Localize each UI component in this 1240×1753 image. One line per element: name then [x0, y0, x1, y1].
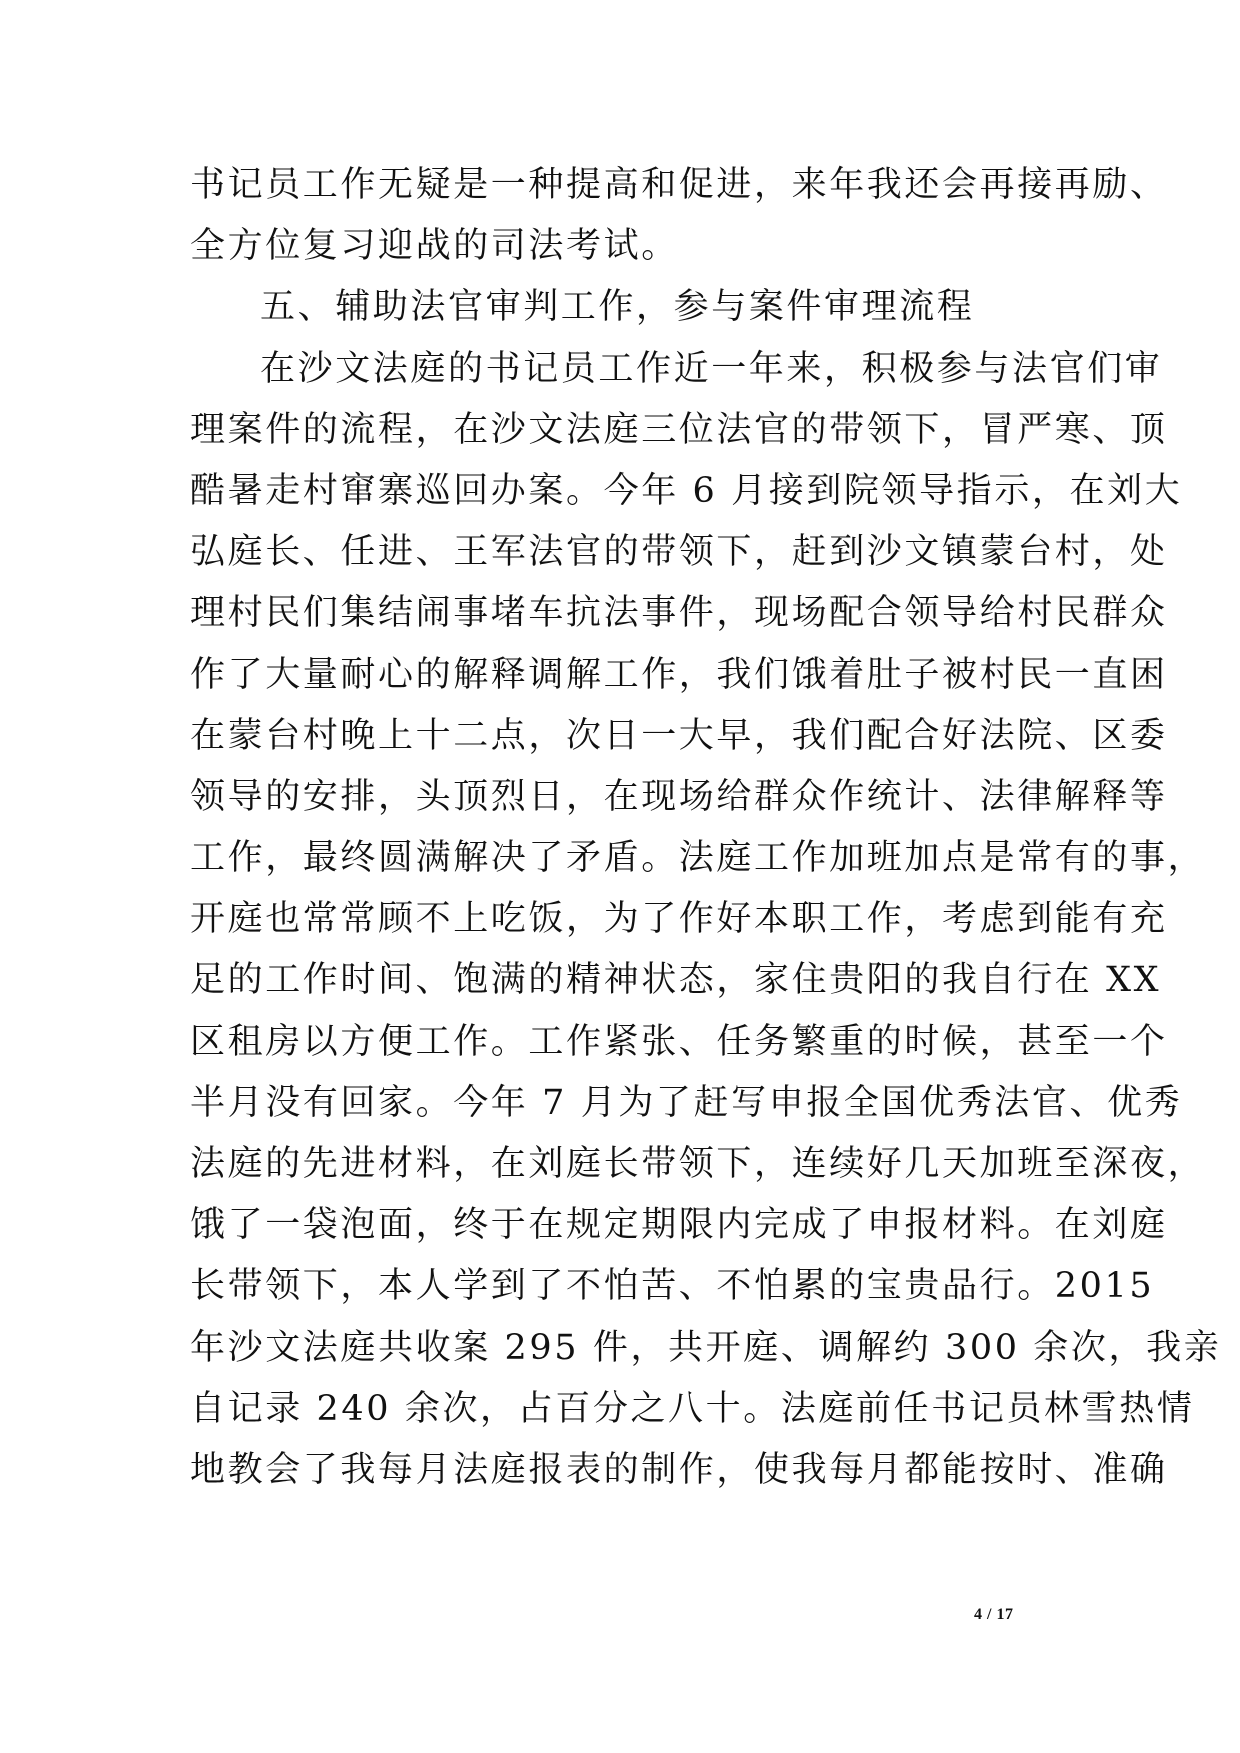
text-line: 在蒙台村晚上十二点，次日一大早，我们配合好法院、区委 [190, 715, 1168, 756]
text-line: 饿了一袋泡面，终于在规定期限内完成了申报材料。在刘庭 [190, 1205, 1168, 1246]
text-line: 酷暑走村窜寨巡回办案。今年 6 月接到院领导指示，在刘大 [190, 470, 1183, 511]
text-line: 地教会了我每月法庭报表的制作，使我每月都能按时、准确 [190, 1449, 1168, 1490]
text-line: 年沙文法庭共收案 295 件，共开庭、调解约 300 余次，我亲 [190, 1327, 1222, 1368]
page-number: 4 / 17 [974, 1606, 1014, 1623]
text-line: 自记录 240 余次，占百分之八十。法庭前任书记员林雪热情 [190, 1388, 1195, 1429]
text-line: 长带领下，本人学到了不怕苦、不怕累的宝贵品行。2015 [190, 1266, 1155, 1307]
text-line: 理村民们集结闹事堵车抗法事件，现场配合领导给村民群众 [190, 593, 1168, 634]
text-line: 弘庭长、任进、王军法官的带领下，赶到沙文镇蒙台村，处 [190, 532, 1168, 573]
text-line: 全方位复习迎战的司法考试。 [190, 226, 679, 267]
section-heading: 五、辅助法官审判工作，参与案件审理流程 [260, 287, 975, 328]
text-line: 区租房以方便工作。工作紧张、任务繁重的时候，甚至一个 [190, 1021, 1168, 1062]
text-line: 半月没有回家。今年 7 月为了赶写申报全国优秀法官、优秀 [190, 1082, 1183, 1123]
text-line: 在沙文法庭的书记员工作近一年来，积极参与法官们审 [260, 348, 1163, 389]
text-line: 工作，最终圆满解决了矛盾。法庭工作加班加点是常有的事， [190, 838, 1206, 879]
text-line: 理案件的流程，在沙文法庭三位法官的带领下，冒严寒、顶 [190, 409, 1168, 450]
text-line: 书记员工作无疑是一种提高和促进，来年我还会再接再励、 [190, 165, 1168, 205]
text-line: 领导的安排，头顶烈日，在现场给群众作统计、法律解释等 [190, 776, 1168, 817]
text-line: 法庭的先进材料，在刘庭长带领下，连续好几天加班至深夜， [190, 1144, 1206, 1184]
text-line: 足的工作时间、饱满的精神状态，家住贵阳的我自行在 XX [190, 960, 1162, 1001]
body-text [190, 155, 1222, 1501]
text-line: 开庭也常常顾不上吃饭，为了作好本职工作，考虑到能有充 [190, 899, 1168, 940]
text-line: 作了大量耐心的解释调解工作，我们饿着肚子被村民一直困 [190, 654, 1168, 695]
